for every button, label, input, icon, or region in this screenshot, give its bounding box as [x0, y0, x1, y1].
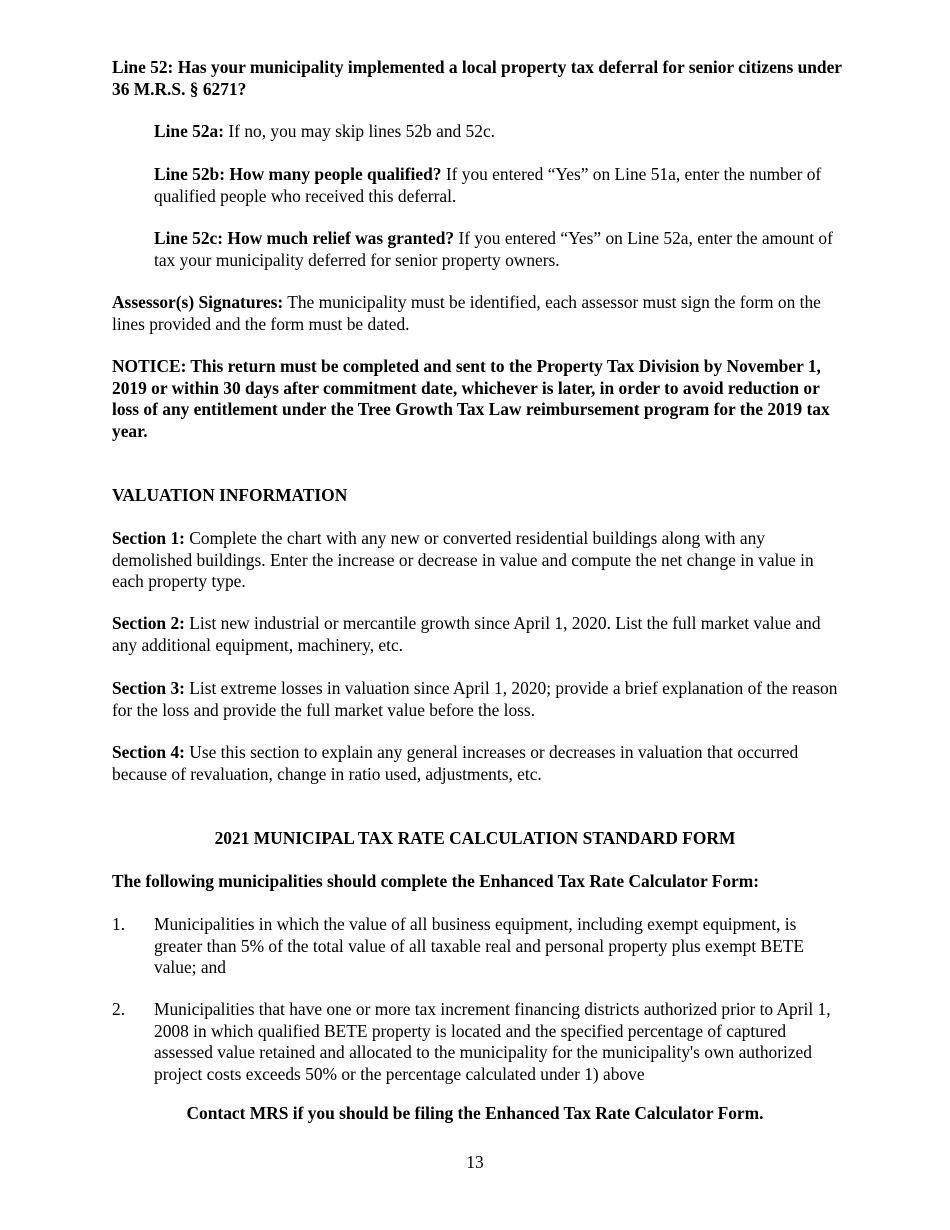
assessor-signatures-paragraph: [112, 292, 842, 335]
list-item-text: Municipalities that have one or more tax increment financing districts authorized prior to April 1, 2008 in which qualified BETE property is located and the specified percentage of captured assessed value retained and allocated to the municipality for the municipality's own authorized project costs exceeds 50% or the percentage calculated under 1) above: [154, 999, 831, 1084]
assessor-signatures-text: The municipality must be identified, each assessor must sign the form on the lines provided and the form must be dated.: [112, 292, 821, 334]
section-2-text: List new industrial or mercantile growth since April 1, 2020. List the full market value and any additional equipment, machinery, etc.: [112, 613, 821, 655]
list-item-number: 2.: [112, 999, 126, 1019]
assessor-signatures-label: Assessor(s) Signatures:: [112, 292, 284, 312]
section-2-label: Section 2:: [112, 613, 185, 633]
list-item-text: Municipalities in which the value of all business equipment, including exempt equipment, is greater than 5% of the total value of all taxable real and personal property plus exempt BETE value; and: [154, 914, 804, 977]
notice-paragraph: NOTICE: This return must be completed and sent to the Property Tax Division by November 1, 2019 or within 30 days after commitment date, whichever is later, in order to avoid reduction or loss of any entitlement under the Tree Growth Tax Law reimbursement program for the 2019 tax year.: [112, 356, 830, 441]
line-52c-paragraph: [154, 228, 842, 271]
contact-mrs-notice: Contact MRS if you should be filing the Enhanced Tax Rate Calculator Form.: [186, 1103, 764, 1123]
valuation-heading: VALUATION INFORMATION: [112, 485, 348, 505]
line-52b-paragraph: [154, 164, 842, 207]
section-1-label: Section 1:: [112, 528, 185, 548]
section-3-paragraph: [112, 678, 842, 721]
section-3-label: Section 3:: [112, 678, 185, 698]
line-52c-label: Line 52c: How much relief was granted?: [154, 228, 455, 248]
section-2-paragraph: [112, 613, 842, 656]
section-4-text: Use this section to explain any general increases or decreases in valuation that occurred because of revaluation, change in ratio used, adjustments, etc.: [112, 742, 799, 784]
section-1-paragraph: [112, 528, 842, 593]
list-item-number: 1.: [112, 914, 126, 934]
line-52c-text: If you entered “Yes” on Line 52a, enter the amount of tax your municipality deferred for senior property owners.: [154, 228, 833, 270]
section-3-text: List extreme losses in valuation since April 1, 2020; provide a brief explanation of the reason for the loss and provide the full market value before the loss.: [112, 678, 838, 720]
page-number: 13: [466, 1152, 484, 1172]
line-52-heading: Line 52: Has your municipality implemented a local property tax deferral for senior citizens under 36 M.R.S. § 6271?: [112, 57, 842, 99]
section-4-paragraph: [112, 742, 842, 785]
line-52b-label: Line 52b: How many people qualified?: [154, 164, 442, 184]
enhanced-form-subheading: The following municipalities should complete the Enhanced Tax Rate Calculator Form:: [112, 871, 760, 891]
section-1-text: Complete the chart with any new or converted residential buildings along with any demolished buildings. Enter the increase or decrease in value and compute the net change in value in each property type.: [112, 528, 814, 591]
tax-rate-form-title: 2021 MUNICIPAL TAX RATE CALCULATION STANDARD FORM: [214, 828, 736, 848]
line-52a-label: Line 52a:: [154, 121, 225, 141]
section-4-label: Section 4:: [112, 742, 185, 762]
line-52a-paragraph: [154, 121, 842, 143]
line-52a-text: If no, you may skip lines 52b and 52c.: [224, 121, 496, 141]
line-52b-text: If you entered “Yes” on Line 51a, enter the number of qualified people who received this deferral.: [154, 164, 822, 206]
